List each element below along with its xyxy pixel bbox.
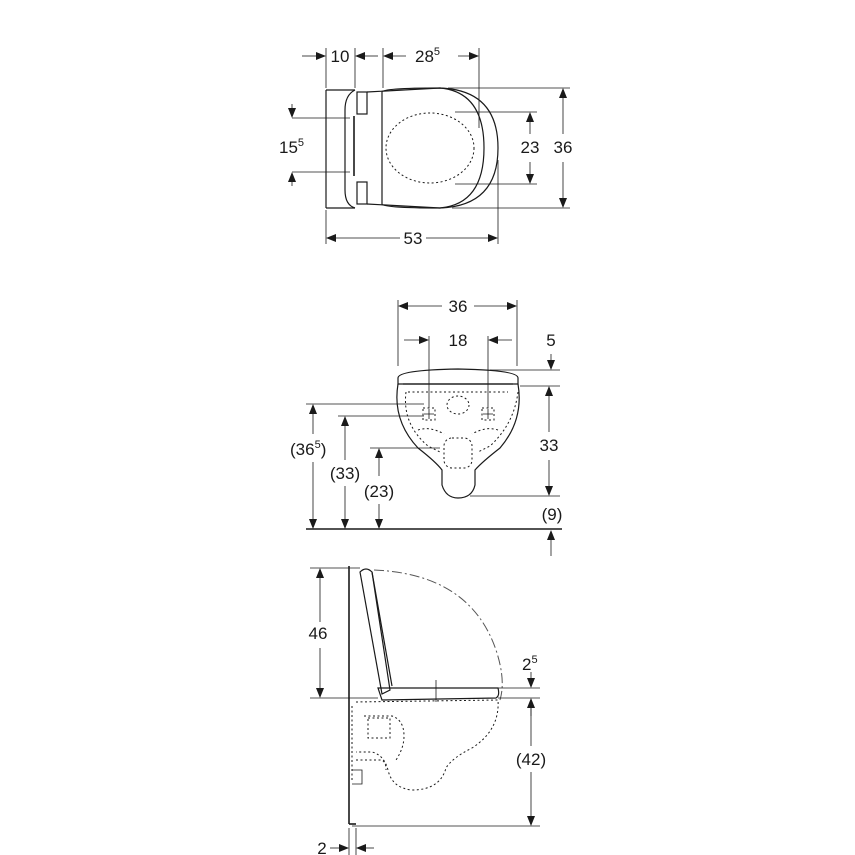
dim-53: 53: [403, 229, 423, 248]
dim-9: (9): [541, 505, 563, 524]
dim-10: 10: [330, 47, 350, 66]
dim-33-front: 33: [539, 436, 559, 455]
dim-15-5: $15^5$: [279, 137, 305, 157]
dim-18: 18: [448, 331, 468, 350]
front-view: [290, 297, 562, 556]
dim-28-5: $28^5$: [415, 46, 441, 66]
dim-23-top: 23: [520, 138, 540, 157]
dim-33-paren: (33): [329, 464, 361, 483]
dim-46: 46: [308, 624, 328, 643]
top-view: [279, 46, 572, 248]
dim-23-paren: (23): [363, 482, 395, 501]
dim-36-5-paren: $(36^5)$: [290, 439, 327, 459]
dim-2-5: $2^5$: [522, 654, 538, 674]
dim-5: 5: [546, 331, 556, 350]
dim-36-front: 36: [448, 297, 468, 316]
dim-36-top: 36: [553, 138, 573, 157]
dim-42-paren: (42): [515, 750, 547, 769]
dim-2: 2: [317, 839, 327, 855]
side-view: [309, 566, 547, 855]
